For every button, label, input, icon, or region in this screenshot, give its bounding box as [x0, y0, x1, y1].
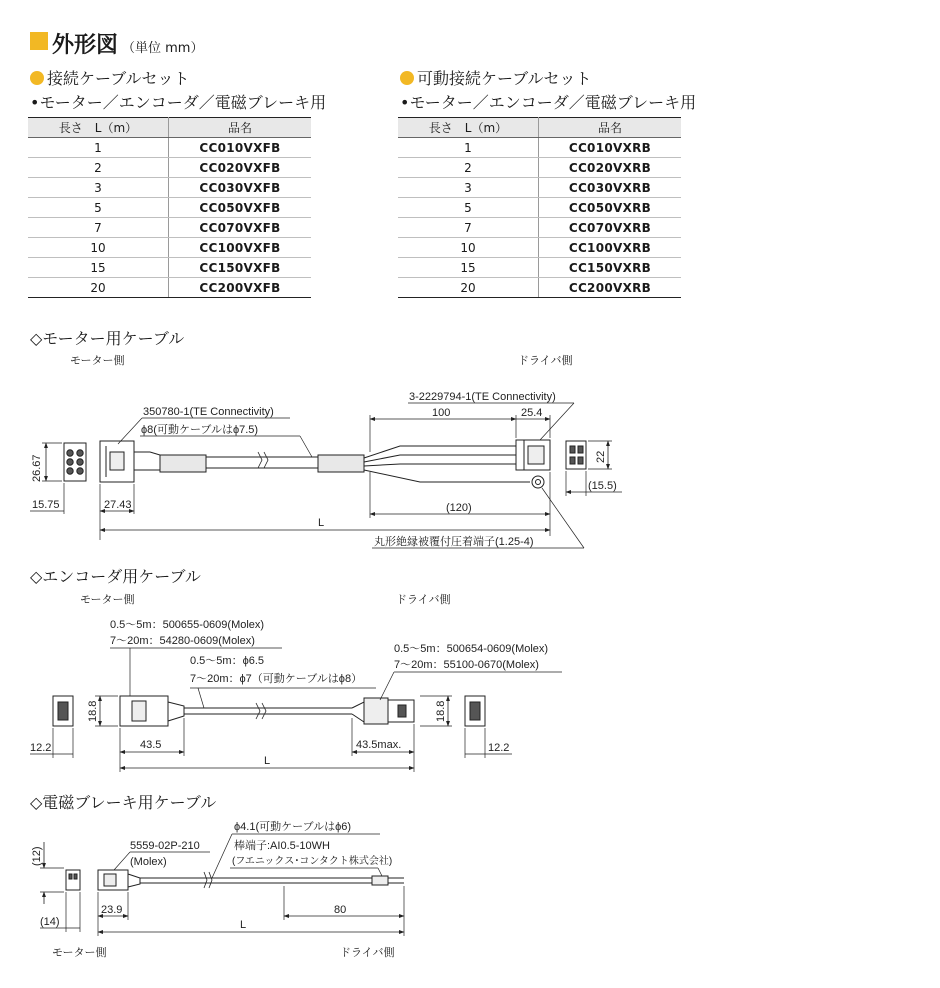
brake-cable-motor-side: モーター側: [52, 947, 107, 959]
model-cell: CC020VXRB: [539, 158, 682, 178]
dim-27-43: 27.43: [104, 499, 132, 511]
length-cell: 2: [398, 158, 539, 178]
encoder-diameter-label-1: 0.5～5m：ϕ6.5: [190, 655, 265, 667]
driver-connector-front-view: [566, 441, 586, 469]
dim-L-encoder: L: [264, 755, 271, 767]
right-heading: 可動接続ケーブルセット: [400, 66, 592, 89]
motor-cable-title: ◇モーター用ケーブル: [30, 329, 185, 348]
model-cell: CC010VXRB: [539, 138, 682, 158]
length-cell: 15: [398, 258, 539, 278]
encoder-motor-conn-label-1: 0.5～5m：500655-0609(Molex): [110, 619, 265, 631]
motor-cable-sleeve-left: [160, 455, 206, 472]
dim-100: 100: [432, 407, 451, 419]
dim-12-2-left: 12.2: [30, 742, 52, 754]
model-cell: CC100VXRB: [539, 238, 682, 258]
dim-L-motor: L: [318, 517, 325, 529]
encoder-motor-conn-label-2: 7～20m：54280-0609(Molex): [110, 635, 255, 647]
motor-cable-diameter-label: ϕ8(可動ケーブルはϕ7.5): [141, 424, 259, 436]
dim-26-67: 26.67: [31, 454, 43, 482]
driver-connector-label: 3-2229794-1(TE Connectivity): [409, 391, 556, 403]
dim-18-8-right: 18.8: [435, 700, 447, 722]
length-cell: 20: [28, 278, 169, 298]
length-cell: 7: [398, 218, 539, 238]
length-cell: 2: [28, 158, 169, 178]
dim-80: 80: [334, 904, 347, 916]
motor-connector-label: 350780-1(TE Connectivity): [143, 406, 274, 418]
col-name-header: 品名: [539, 118, 682, 138]
length-cell: 1: [28, 138, 169, 158]
dim-12: (12): [31, 846, 43, 866]
model-cell: CC200VXRB: [539, 278, 682, 298]
length-cell: 5: [398, 198, 539, 218]
encoder-diameter-label-2: 7～20m：ϕ7（可動ケーブルはϕ8）: [190, 673, 363, 685]
motor-cable-motor-side: モーター側: [70, 355, 125, 367]
model-cell: CC030VXRB: [539, 178, 682, 198]
dim-18-8-left: 18.8: [87, 700, 99, 722]
length-cell: 15: [28, 258, 169, 278]
brake-cable-title: ◇電磁ブレーキ用ケーブル: [30, 793, 217, 812]
length-cell: 5: [28, 198, 169, 218]
motor-cable-drawing: [30, 403, 622, 548]
dim-15-5: (15.5): [588, 480, 617, 492]
model-cell: CC070VXRB: [539, 218, 682, 238]
brake-cable-labels: [31, 819, 392, 931]
left-heading: 接続ケーブルセット: [30, 66, 190, 89]
encoder-driver-conn-label-2: 7～20m：55100-0670(Molex): [394, 659, 539, 671]
model-cell: CC070VXFB: [169, 218, 312, 238]
ferrule-terminal: [372, 876, 388, 885]
encoder-cable-title: ◇エンコーダ用ケーブル: [30, 567, 201, 586]
length-cell: 7: [28, 218, 169, 238]
motor-cable-sleeve-right: [318, 455, 364, 472]
encoder-cable-motor-side: モーター側: [80, 594, 135, 606]
length-cell: 20: [398, 278, 539, 298]
model-cell: CC100VXFB: [169, 238, 312, 258]
dim-43-5max: 43.5max.: [356, 739, 402, 751]
encoder-cable-labels: [30, 619, 548, 767]
length-cell: 10: [398, 238, 539, 258]
length-cell: 3: [28, 178, 169, 198]
dim-120: (120): [446, 502, 472, 514]
model-cell: CC050VXRB: [539, 198, 682, 218]
dim-15-75: 15.75: [32, 499, 60, 511]
length-cell: 10: [28, 238, 169, 258]
dim-23-9: 23.9: [101, 904, 123, 916]
right-subheading: •モーター／エンコーダ／電磁ブレーキ用: [400, 93, 697, 112]
col-name-header: 品名: [169, 118, 312, 138]
length-cell: 3: [398, 178, 539, 198]
brake-diameter-label: ϕ4.1(可動ケーブルはϕ6): [234, 821, 352, 833]
model-cell: CC150VXFB: [169, 258, 312, 278]
model-cell: CC010VXFB: [169, 138, 312, 158]
dim-43-5: 43.5: [140, 739, 162, 751]
motor-cable-driver-side: ドライバ側: [518, 355, 573, 367]
brake-terminal-label-2: (フエニックス･コンタクト株式会社): [232, 856, 393, 867]
page-title: 外形図 （単位 mm）: [52, 33, 204, 58]
brake-connector-label-2: (Molex): [130, 856, 167, 868]
ring-terminal: [532, 476, 544, 488]
model-cell: CC030VXFB: [169, 178, 312, 198]
model-cell: CC020VXFB: [169, 158, 312, 178]
brake-cable-drawing: [40, 834, 404, 936]
col-length-header: 長さ L（m）: [398, 118, 539, 138]
encoder-cable-driver-side: ドライバ側: [396, 594, 451, 606]
encoder-driver-conn-label-1: 0.5～5m：500654-0609(Molex): [394, 643, 549, 655]
dim-14: (14): [40, 916, 60, 928]
encoder-driver-connector-side: [364, 698, 388, 724]
brake-connector-front: [66, 870, 80, 890]
col-length-header: 長さ L（m）: [28, 118, 169, 138]
model-cell: CC200VXFB: [169, 278, 312, 298]
model-cell: CC150VXRB: [539, 258, 682, 278]
dim-25-4: 25.4: [521, 407, 543, 419]
unit-label: （単位 mm）: [122, 41, 204, 56]
brake-terminal-label-1: 棒端子:AI0.5-10WH: [234, 840, 330, 852]
dim-12-2-right: 12.2: [488, 742, 510, 754]
brake-cable-driver-side: ドライバ側: [340, 947, 395, 959]
ring-terminal-label: 丸形絶縁被覆付圧着端子(1.25-4): [374, 536, 534, 548]
dim-22: 22: [595, 450, 607, 463]
dim-L-brake: L: [240, 919, 247, 931]
brake-connector-label-1: 5559-02P-210: [130, 840, 200, 852]
length-cell: 1: [398, 138, 539, 158]
left-subheading: •モーター／エンコーダ／電磁ブレーキ用: [30, 93, 327, 112]
model-cell: CC050VXFB: [169, 198, 312, 218]
